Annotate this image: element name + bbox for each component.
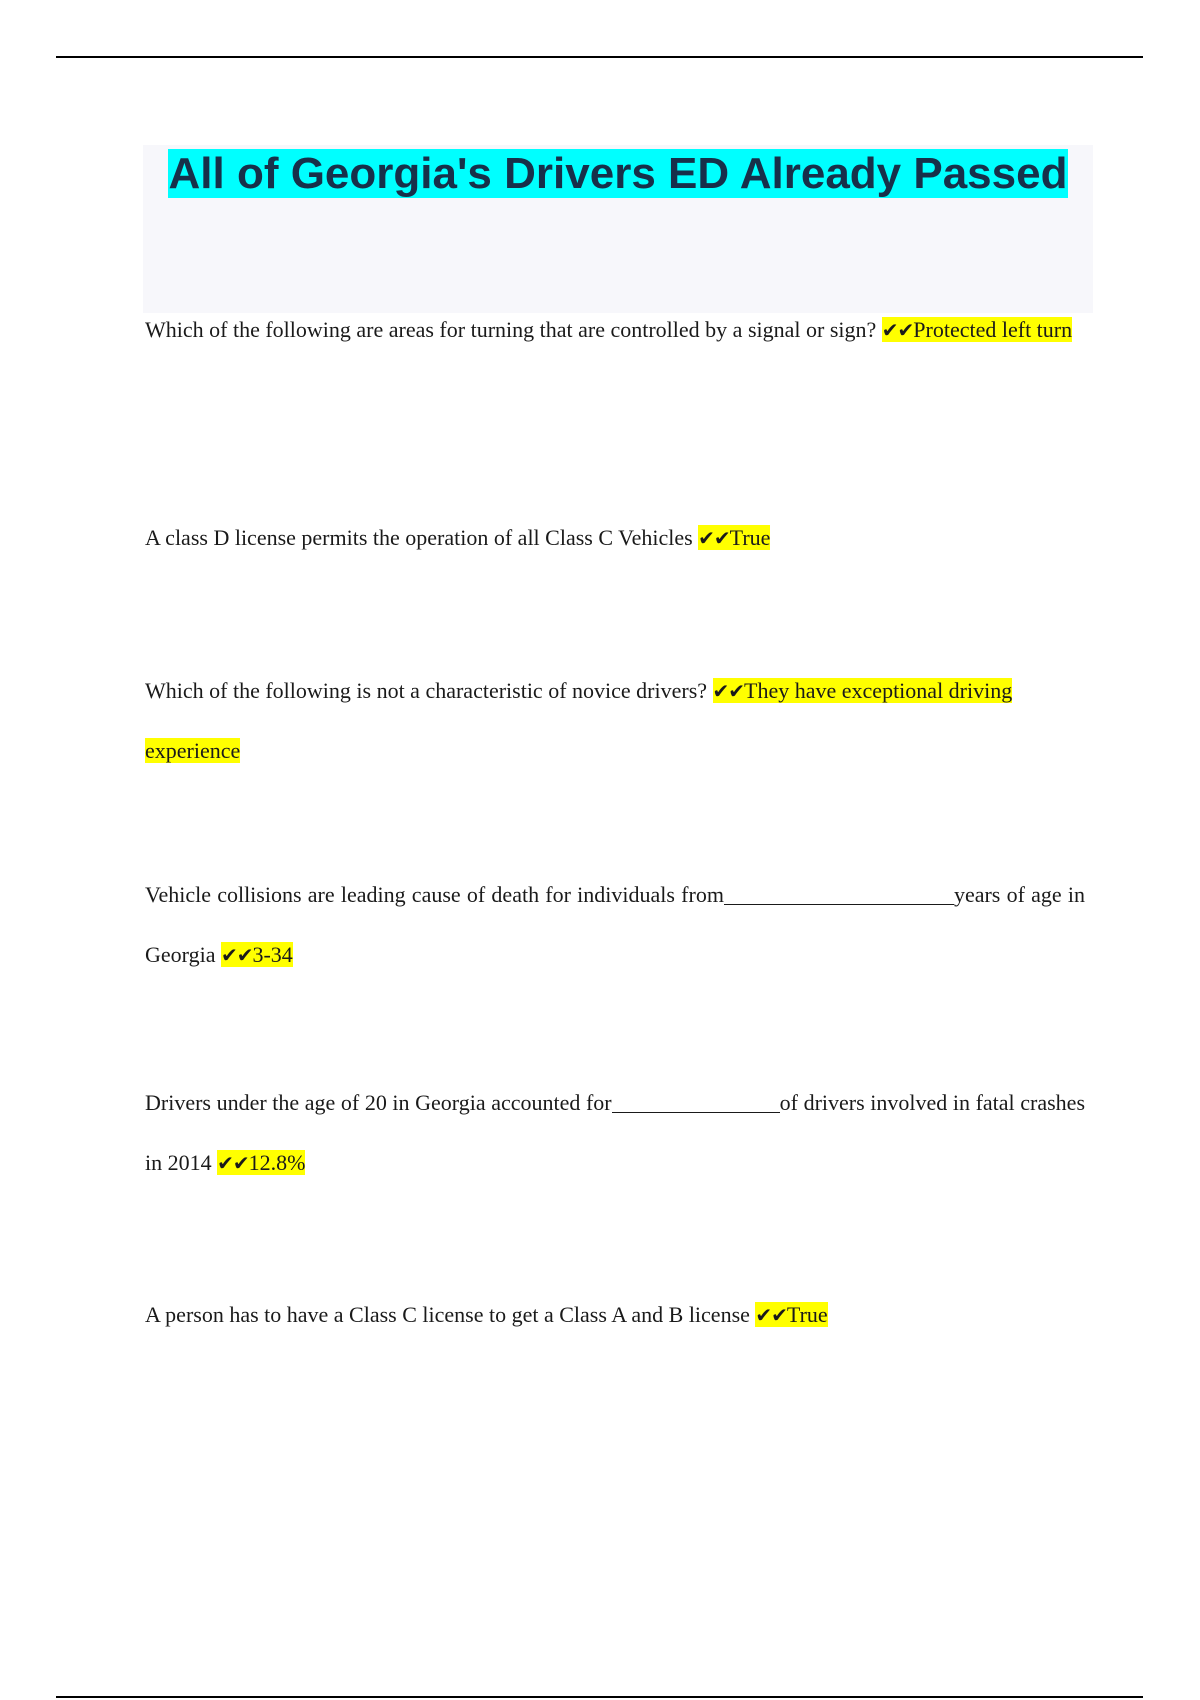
qa-item-5 <box>145 1073 1085 1193</box>
answer-highlight <box>755 1302 827 1327</box>
double-check-icon: ✔✔ <box>881 318 914 342</box>
answer-highlight <box>882 317 1072 342</box>
answer-text: Protected left turn <box>913 317 1073 342</box>
question-text: A class D license permits the operation of all Class C Vehicles <box>145 525 693 550</box>
qa-item-1 <box>145 300 1085 360</box>
top-rule <box>56 56 1143 58</box>
answer-text: 12.8% <box>248 1150 306 1175</box>
fill-in-blank-line <box>612 1090 780 1113</box>
bottom-rule <box>56 1696 1143 1698</box>
answer-text: 3-34 <box>252 942 293 967</box>
document-title <box>143 146 1093 201</box>
question-text: A person has to have a Class C license to get a Class A and B license <box>145 1302 750 1327</box>
answer-text: True <box>786 1302 828 1327</box>
question-text-after-blank: years of age in Georgia <box>145 882 1085 967</box>
question-text: Which of the following are areas for turning that are controlled by a signal or sign? <box>145 317 877 342</box>
double-check-icon: ✔✔ <box>712 679 745 703</box>
qa-item-4 <box>145 865 1085 985</box>
question-text: Which of the following is not a characteristic of novice drivers? <box>145 678 708 703</box>
qa-item-6 <box>145 1285 1085 1345</box>
answer-highlight <box>698 525 770 550</box>
document-title-text: All of Georgia's Drivers ED Already Passed <box>168 149 1068 198</box>
double-check-icon: ✔✔ <box>698 526 730 550</box>
double-check-icon: ✔✔ <box>220 943 253 967</box>
answer-text: They have exceptional driving experience <box>145 678 1013 763</box>
qa-item-2 <box>145 508 1085 568</box>
answer-highlight <box>221 942 293 967</box>
double-check-icon: ✔✔ <box>217 1151 249 1175</box>
question-text-after-blank: of drivers involved in fatal crashes in 2014 <box>145 1090 1086 1175</box>
fill-in-blank-line <box>724 882 954 905</box>
question-text-before-blank: Drivers under the age of 20 in Georgia accounted for <box>145 1090 612 1115</box>
question-text-before-blank: Vehicle collisions are leading cause of death for individuals from <box>145 882 724 907</box>
answer-highlight <box>217 1150 305 1175</box>
double-check-icon: ✔✔ <box>755 1303 787 1327</box>
qa-item-3 <box>145 661 1085 781</box>
answer-text: True <box>729 525 771 550</box>
